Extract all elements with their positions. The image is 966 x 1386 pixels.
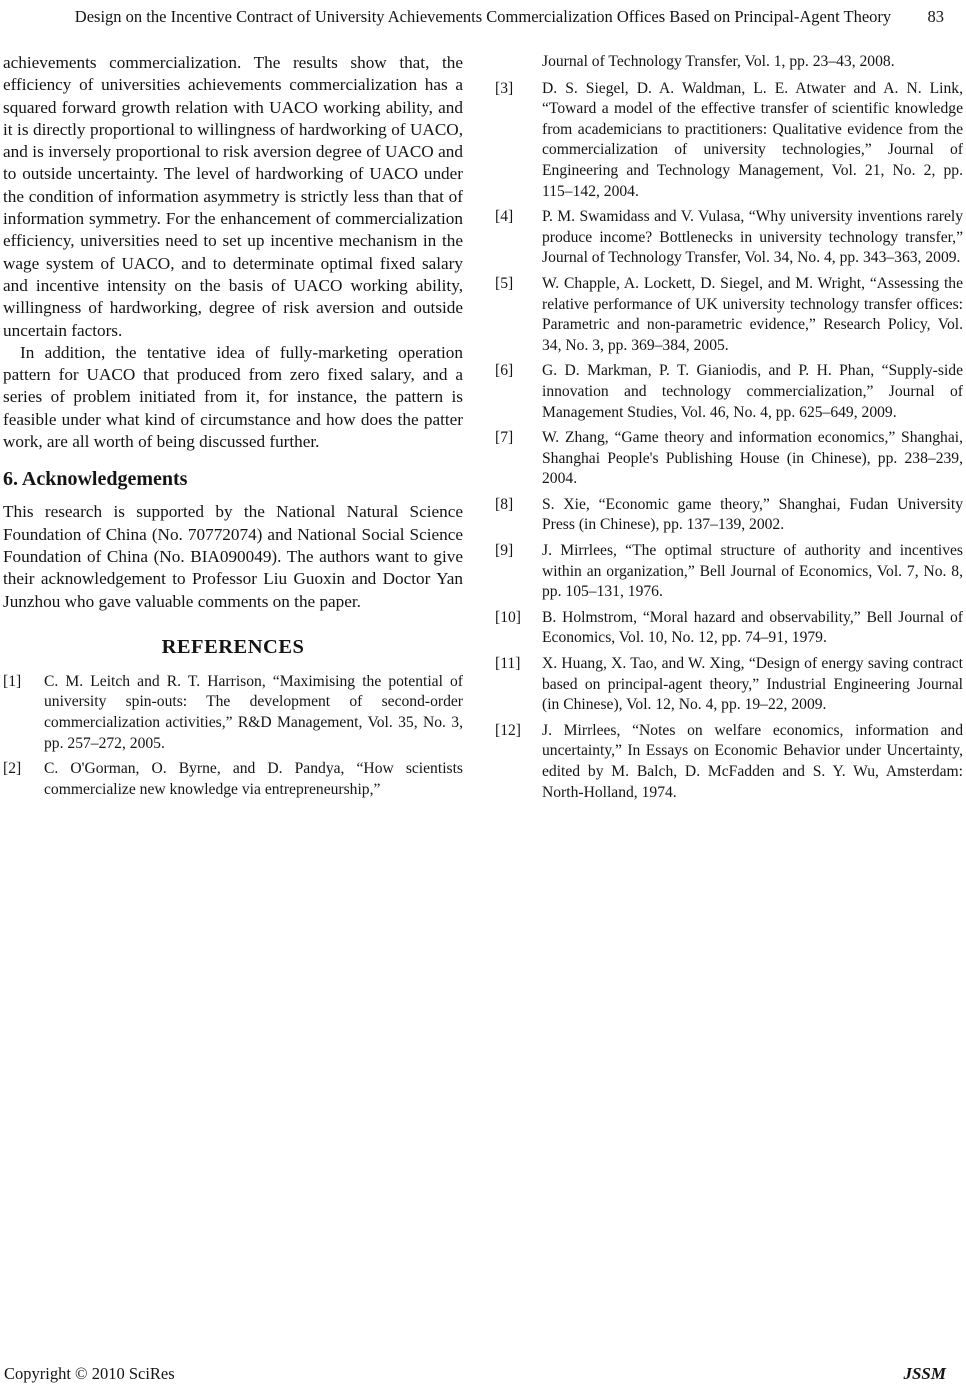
reference-text: C. O'Gorman, O. Byrne, and D. Pandya, “How scientists commercialize new knowledge via entrepreneurship,” xyxy=(44,760,463,798)
references-heading: REFERENCES xyxy=(161,635,305,658)
reference-label: [9] xyxy=(495,542,514,560)
reference-label: [12] xyxy=(495,721,521,739)
reference-item xyxy=(495,541,963,603)
reference-item xyxy=(3,672,463,754)
reference-text: J. Mirrlees, “Notes on welfare economics, information and uncertainty,” In Essays on Economic Behavior under Uncertainty, edited by M. Balch, D. McFadden and S. Y. Wu, Amsterdam: North-Holland, 1974. xyxy=(542,721,963,801)
reference-continuation-text: Journal of Technology Transfer, Vol. 1, pp. 23–43, 2008. xyxy=(542,53,895,70)
running-header xyxy=(0,7,966,27)
running-title: Design on the Incentive Contract of University Achievements Commercialization Offices Based on Principal-Agent Theory xyxy=(74,7,892,26)
body-paragraph-continued: achievements commercialization. The results show that, the efficiency of universities achievements commercialization has a squared forward growth relation with UACO working ability, and it is directly proportional to willingness of hardworking of UACO, and is inversely proportional to risk aversion degree of UACO and to outside uncertainty. The level of hardworking of UACO under the condition of information asymmetry is strictly less than that of information symmetry. For the enhancement of commercialization efficiency, universities need to set up incentive mechanism in the wage system of UACO, and to determinate optimal fixed salary and incentive intensity on the basis of UACO working ability, willingness of hardworking, degree of risk aversion and outside uncertain factors. xyxy=(3,53,463,340)
reference-text: W. Zhang, “Game theory and information economics,” Shanghai, Shanghai People's Publishing House (in Chinese), pp. 238–239, 2004. xyxy=(542,429,963,488)
reference-item xyxy=(495,495,963,536)
reference-label: [2] xyxy=(3,760,22,778)
reference-text: G. D. Markman, P. T. Gianiodis, and P. H. Phan, “Supply-side innovation and technology commercialization,” Journal of Management Studies, Vol. 46, No. 4, pp. 625–649, 2009. xyxy=(542,362,963,421)
page-footer xyxy=(4,1364,946,1383)
two-column-body xyxy=(3,52,963,808)
reference-item xyxy=(495,608,963,649)
reference-label: [3] xyxy=(495,79,514,97)
reference-label: [6] xyxy=(495,362,514,380)
reference-label: [5] xyxy=(495,274,514,292)
right-column xyxy=(495,52,963,808)
reference-text: X. Huang, X. Tao, and W. Xing, “Design of energy saving contract based on principal-agent theory,” Industrial Engineering Journal (in Chinese), Vol. 12, No. 4, pp. 19–22, 2009. xyxy=(542,655,963,714)
reference-text: S. Xie, “Economic game theory,” Shanghai, Fudan University Press (in Chinese), pp. 137–139, 2002. xyxy=(542,495,963,534)
reference-text: W. Chapple, A. Lockett, D. Siegel, and M. Wright, “Assessing the relative performance of UK university technology transfer offices: Parametric and non-parametric evidence,” Research Policy, Vol. 34, No. 3, pp. 369–384, 2005. xyxy=(542,274,963,354)
reference-text: J. Mirrlees, “The optimal structure of authority and incentives within an organization,” Bell Journal of Economics, Vol. 7, No. 8, pp. 105–131, 1976. xyxy=(542,542,963,601)
reference-text: C. M. Leitch and R. T. Harrison, “Maximising the potential of university spin-outs: The development of second-order commercialization activities,” R&D Management, Vol. 35, No. 3, pp. 257–272, 2005. xyxy=(44,672,463,752)
reference-item xyxy=(495,721,963,803)
reference-label: [11] xyxy=(495,655,521,673)
reference-item xyxy=(495,654,963,716)
copyright-text: Copyright © 2010 SciRes xyxy=(4,1364,175,1383)
reference-text: D. S. Siegel, D. A. Waldman, L. E. Atwater and A. N. Link, “Toward a model of the effective transfer of scientific knowledge from academicians to practitioners: Qualitative evidence from the commercialization of university technologies,” Journal of Engineering and Technology Management, Vol. 21, No. 2, pp. 115–142, 2004. xyxy=(542,79,963,200)
section-heading-acknowledgements: 6. Acknowledgements xyxy=(3,468,188,491)
reference-item xyxy=(495,274,963,356)
reference-label: [10] xyxy=(495,608,521,626)
left-column xyxy=(3,52,463,808)
reference-label: [7] xyxy=(495,429,514,447)
reference-label: [8] xyxy=(495,495,514,513)
reference-item xyxy=(495,79,963,203)
reference-item xyxy=(495,361,963,423)
reference-list-right xyxy=(495,79,963,804)
reference-list-left xyxy=(3,672,463,801)
reference-label: [1] xyxy=(3,672,22,690)
reference-item xyxy=(495,428,963,490)
reference-label: [4] xyxy=(495,208,514,226)
acknowledgements-text: This research is supported by the National Natural Science Foundation of China (No. 70772074) and National Social Science Foundation of China (No. BIA090049). The authors want to give their acknowledgement to Professor Liu Guoxin and Doctor Yan Junzhou who gave valuable comments on the paper. xyxy=(3,502,463,611)
journal-logo: JSSM xyxy=(903,1364,946,1383)
reference-text: P. M. Swamidass and V. Vulasa, “Why university inventions rarely produce income? Bottlenecks in university technology transfer,” Journal of Technology Transfer, Vol. 34, No. 4, pp. 343–363, 2009. xyxy=(542,208,963,267)
body-paragraph: In addition, the tentative idea of fully-marketing operation pattern for UACO that produced from zero fixed salary, and a series of problem initiated from it, for instance, the pattern is feasible under what kind of circumstance and how does the patter work, are all worth of being discussed further. xyxy=(3,342,463,452)
reference-item xyxy=(495,207,963,269)
reference-item xyxy=(3,759,463,800)
page-number: 83 xyxy=(927,7,944,26)
reference-text: B. Holmstrom, “Moral hazard and observability,” Bell Journal of Economics, Vol. 10, No. 12, pp. 74–91, 1979. xyxy=(542,608,963,647)
